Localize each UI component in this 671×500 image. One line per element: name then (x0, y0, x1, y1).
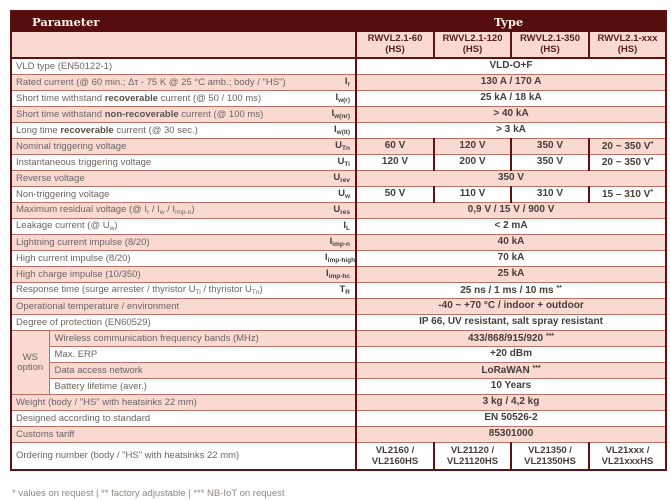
table-row (11, 443, 666, 471)
param-cell: Response time (surge arrester / thyristor $U_{Ti}$ / thyristor $U_{Tn}$) (11, 283, 321, 299)
value-cell: > 3 kA (356, 123, 666, 139)
datasheet-table-container (10, 10, 667, 471)
value-cell: -40 ~ +70 °C / indoor + outdoor (356, 299, 666, 315)
value-cell: 310 V (511, 187, 589, 203)
table-row (11, 395, 666, 411)
value-cell: 120 V (434, 139, 511, 155)
model-hs: (HS) (617, 43, 638, 55)
model-column-header (356, 32, 434, 58)
value-cell: 40 kA (356, 235, 666, 251)
symbol-cell: $I_{w(r)}$ (321, 91, 356, 107)
model-column-header (589, 32, 666, 58)
table-row (11, 155, 666, 171)
table-row (11, 203, 666, 219)
value-cell: 85301000 (356, 427, 666, 443)
value-cell: IP 66, UV resistant, salt spray resistant (356, 315, 666, 331)
model-name: RWVL2.1-60 (367, 32, 423, 44)
symbol-cell: $I_{w(lt)}$ (321, 123, 356, 139)
model-header-row (11, 32, 666, 58)
value-cell: 350 V (356, 171, 666, 187)
param-cell: Customs tariff (11, 427, 356, 443)
value-cell: 350 V (511, 155, 589, 171)
symbol-cell: $U_{Tn}$ (321, 139, 356, 155)
symbol-cell: $U_{rev}$ (321, 171, 356, 187)
model-name: RWVL2.1-xxx (597, 32, 658, 44)
value-cell: VL2160 / VL2160HS (356, 443, 434, 471)
param-cell: Battery lifetime (aver.) (49, 379, 356, 395)
value-cell: VL21xxx / VL21xxxHS (589, 443, 666, 471)
param-cell: VLD type (EN50122-1) (11, 58, 356, 75)
table-row (11, 107, 666, 123)
value-cell: LoRaWAN *** (356, 363, 666, 379)
param-cell: Maximum residual voltage (@ $I_r / I_w / I_{imp-n}$) (11, 203, 321, 219)
param-cell: Ordering number (body / "HS" with heatsinks 22 mm) (11, 443, 356, 471)
param-cell: Long time recoverable current (@ 30 sec.) (11, 123, 321, 139)
symbol-cell: $U_w$ (321, 187, 356, 203)
value-cell: 120 V (356, 155, 434, 171)
table-row (11, 58, 666, 75)
model-hs: (HS) (385, 43, 405, 55)
table-row (11, 411, 666, 427)
table-header-row (11, 11, 666, 32)
value-cell: 60 V (356, 139, 434, 155)
symbol-cell: $I_{imp-high}$ (321, 251, 356, 267)
value-cell: VLD-O+F (356, 58, 666, 75)
value-cell: 25 kA (356, 267, 666, 283)
value-cell: 25 kA / 18 kA (356, 91, 666, 107)
table-row (11, 123, 666, 139)
value-cell: VL21120 / VL21120HS (434, 443, 511, 471)
table-row (11, 235, 666, 251)
value-cell: 350 V (511, 139, 589, 155)
value-cell: < 2 mA (356, 219, 666, 235)
param-cell: Lightning current impulse (8/20) (11, 235, 321, 251)
table-row (11, 347, 666, 363)
ws-option-label: WS option (11, 331, 49, 395)
param-cell: Operational temperature / environment (11, 299, 356, 315)
param-cell: Rated current (@ 60 min.; Δτ - 75 K @ 25 °C amb.; body / "HS") (11, 75, 321, 91)
value-cell: 0,9 V / 15 V / 900 V (356, 203, 666, 219)
value-cell: EN 50526-2 (356, 411, 666, 427)
type-header: Type (356, 11, 666, 32)
param-cell: High charge impulse (10/350) (11, 267, 321, 283)
value-cell: 50 V (356, 187, 434, 203)
param-cell: Reverse voltage (11, 171, 321, 187)
parameter-header: Parameter (11, 11, 356, 32)
table-row (11, 251, 666, 267)
param-cell: Leakage current (@ $U_w$) (11, 219, 321, 235)
table-row (11, 171, 666, 187)
model-column-header (434, 32, 511, 58)
param-cell: Degree of protection (EN60529) (11, 315, 356, 331)
table-row (11, 379, 666, 395)
table-row (11, 331, 666, 347)
param-cell: Weight (body / "HS" with heatsinks 22 mm) (11, 395, 356, 411)
value-cell: > 40 kA (356, 107, 666, 123)
param-cell: Nominal triggering voltage (11, 139, 321, 155)
empty-header-cell (11, 32, 356, 58)
symbol-cell: $I_r$ (321, 75, 356, 91)
table-row (11, 75, 666, 91)
vld-spec-table (10, 10, 667, 471)
model-column-header (511, 32, 589, 58)
symbol-cell: $I_L$ (321, 219, 356, 235)
value-cell: VL21350 / VL21350HS (511, 443, 589, 471)
symbol-cell: $T_R$ (321, 283, 356, 299)
table-row (11, 187, 666, 203)
model-hs: (HS) (540, 43, 560, 55)
value-cell: 10 Years (356, 379, 666, 395)
param-cell: Designed according to standard (11, 411, 356, 427)
model-name: RWVL2.1-350 (519, 32, 580, 44)
param-cell: Max. ERP (49, 347, 356, 363)
value-cell: 20 ~ 350 V* (589, 139, 666, 155)
param-cell: Data access network (49, 363, 356, 379)
table-row (11, 427, 666, 443)
table-row (11, 219, 666, 235)
param-cell: Short time withstand recoverable current (@ 50 / 100 ms) (11, 91, 321, 107)
value-cell: 110 V (434, 187, 511, 203)
symbol-cell: $U_{Ti}$ (321, 155, 356, 171)
value-cell: 130 A / 170 A (356, 75, 666, 91)
param-cell: Wireless communication frequency bands (MHz) (49, 331, 356, 347)
param-cell: High current impulse (8/20) (11, 251, 321, 267)
symbol-cell: $I_{w(nr)}$ (321, 107, 356, 123)
param-cell: Non-triggering voltage (11, 187, 321, 203)
value-cell: 15 – 310 V* (589, 187, 666, 203)
value-cell: 3 kg / 4,2 kg (356, 395, 666, 411)
symbol-cell: $U_{res}$ (321, 203, 356, 219)
table-row (11, 267, 666, 283)
param-cell: Short time withstand non-recoverable current (@ 100 ms) (11, 107, 321, 123)
table-row (11, 315, 666, 331)
table-row (11, 283, 666, 299)
model-hs: (HS) (462, 43, 483, 55)
table-row (11, 299, 666, 315)
symbol-cell: $I_{imp-hc}$ (321, 267, 356, 283)
footnote: * values on request | ** factory adjustable | *** NB-IoT on request (12, 488, 285, 499)
model-name: RWVL2.1-120 (442, 32, 503, 44)
table-row (11, 139, 666, 155)
table-row (11, 91, 666, 107)
table-row (11, 363, 666, 379)
value-cell: 70 kA (356, 251, 666, 267)
symbol-cell: $I_{imp-n}$ (321, 235, 356, 251)
value-cell: +20 dBm (356, 347, 666, 363)
value-cell: 433/868/915/920 *** (356, 331, 666, 347)
value-cell: 25 ns / 1 ms / 10 ms ** (356, 283, 666, 299)
param-cell: Instantaneous triggering voltage (11, 155, 321, 171)
value-cell: 200 V (434, 155, 511, 171)
value-cell: 20 ~ 350 V* (589, 155, 666, 171)
